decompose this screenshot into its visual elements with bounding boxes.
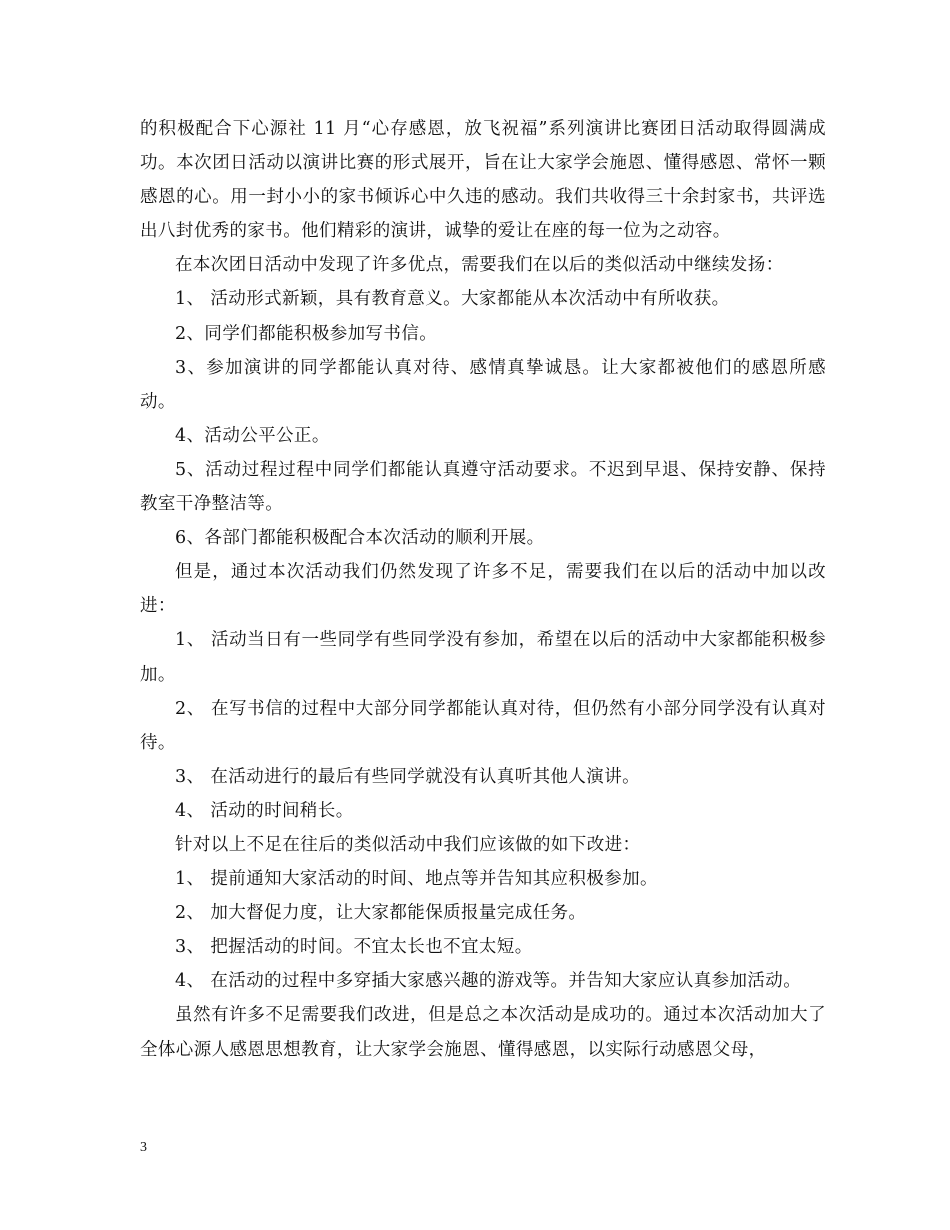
- strength-item-2: 2、同学们都能积极参加写书信。: [175, 323, 438, 344]
- improvement-item-1: 1、 提前通知大家活动的时间、地点等并告知其应积极参加。: [175, 869, 658, 890]
- strength-item-5: 5、活动过程过程中同学们都能认真遵守活动要求。不迟到早退、保持安静、保持教室干净整洁等。: [140, 459, 826, 515]
- improvement-item-4: 4、 在活动的过程中多穿插大家感兴趣的游戏等。并告知大家应认真参加活动。: [175, 971, 802, 992]
- shortcoming-item-3: 3、 在活动进行的最后有些同学就没有认真听其他人演讲。: [175, 766, 640, 787]
- page-number: 3: [140, 1140, 147, 1155]
- strength-item-6: 6、各部门都能积极配合本次活动的顺利开展。: [175, 528, 545, 549]
- strength-item-1: 1、 活动形式新颖，具有教育意义。大家都能从本次活动中有所收获。: [175, 289, 730, 310]
- paragraph-conclusion: 虽然有许多不足需要我们改进，但是总之本次活动是成功的。通过本次活动加大了全体心源人感恩思想教育，让大家学会施恩、懂得感恩，以实际行动感恩父母，: [140, 1005, 826, 1060]
- paragraph-shortcomings-heading: 但是，通过本次活动我们仍然发现了许多不足，需要我们在以后的活动中加以改进：: [140, 562, 826, 617]
- paragraph-strengths-heading: 在本次团日活动中发现了许多优点，需要我们在以后的类似活动中继续发扬：: [175, 255, 784, 276]
- document-body: [140, 112, 826, 1067]
- strength-item-4: 4、活动公平公正。: [175, 425, 330, 446]
- paragraph-intro: 的积极配合下心源社 11 月“心存感恩，放飞祝福”系列演讲比赛团日活动取得圆满成功。本次团日活动以演讲比赛的形式展开，旨在让大家学会施恩、懂得感恩、常怀一颗感恩的心。用一封小小的家书倾诉心中久违的感动。我们共收得三十余封家书，共评选出八封优秀的家书。他们精彩的演讲，诚挚的爱让在座的每一位为之动容。: [140, 119, 826, 242]
- improvement-item-3: 3、 把握活动的时间。不宜太长也不宜太短。: [175, 937, 533, 958]
- improvement-item-2: 2、 加大督促力度，让大家都能保质报量完成任务。: [175, 903, 587, 924]
- shortcoming-item-4: 4、 活动的时间稍长。: [175, 800, 354, 821]
- strength-item-3: 3、参加演讲的同学都能认真对待、感情真挚诚恳。让大家都被他们的感恩所感动。: [140, 357, 826, 412]
- shortcoming-item-2: 2、 在写书信的过程中大部分同学都能认真对待，但仍然有小部分同学没有认真对待。: [140, 698, 826, 753]
- paragraph-improvements-heading: 针对以上不足在往后的类似活动中我们应该做的如下改进：: [175, 834, 641, 855]
- shortcoming-item-1: 1、 活动当日有一些同学有些同学没有参加，希望在以后的活动中大家都能积极参加。: [140, 630, 826, 685]
